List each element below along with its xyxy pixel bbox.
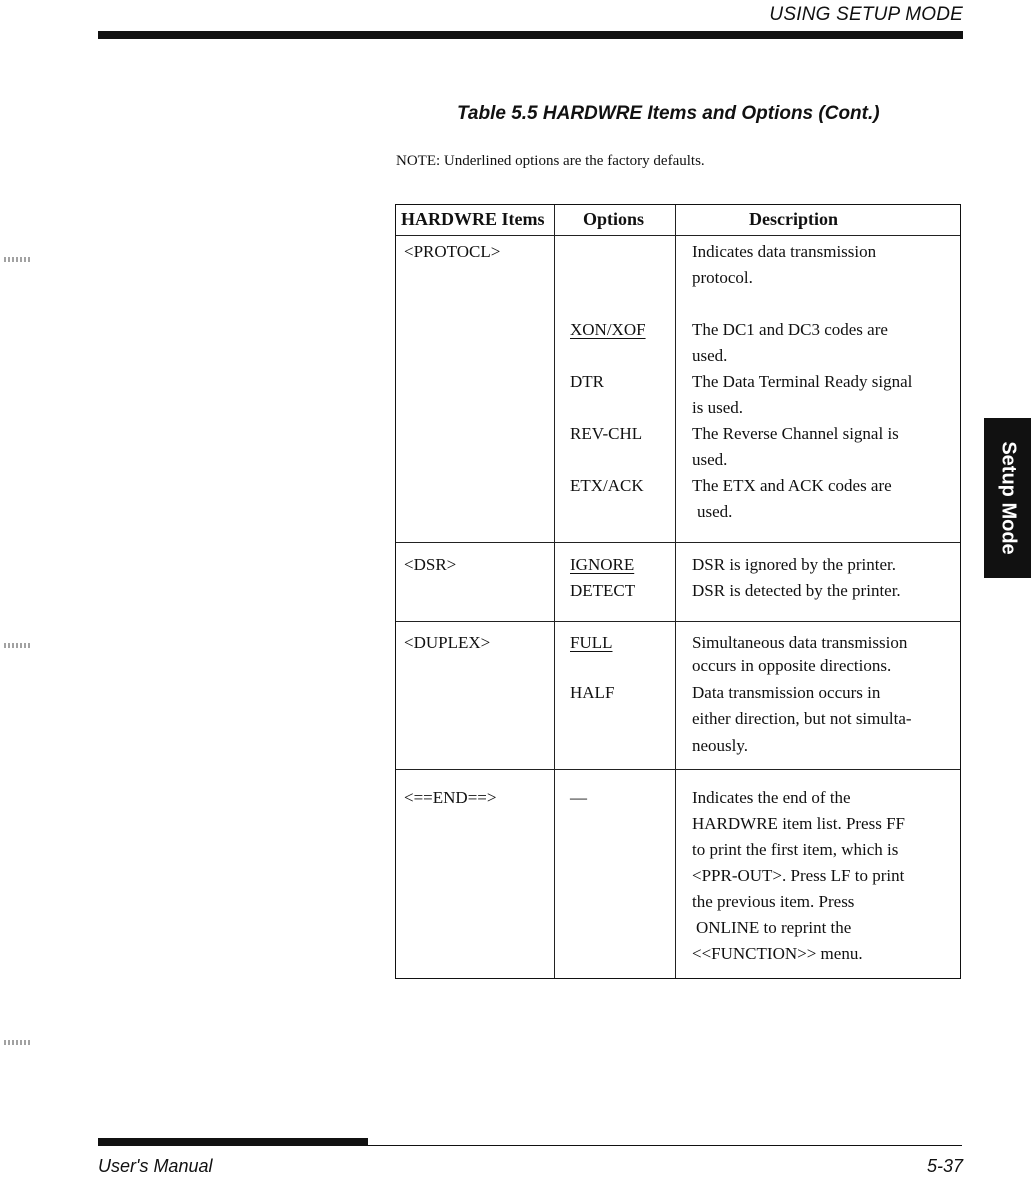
description-line: used. (692, 450, 728, 469)
description-line: protocol. (692, 268, 753, 287)
description-line: Indicates data transmission (692, 242, 877, 261)
column-divider (675, 205, 676, 978)
description-line: used. (692, 346, 728, 365)
description-line: The ETX and ACK codes are (692, 476, 892, 495)
description-line: DSR is ignored by the printer. (692, 555, 896, 574)
description-line: used. (697, 502, 733, 521)
footer-rule-thick (98, 1138, 368, 1146)
option-ignore: IGNORE (570, 555, 635, 574)
row-divider (396, 542, 960, 543)
item-end: <==END==> (404, 788, 497, 807)
description-line: neously. (692, 736, 749, 755)
item-protocl: <PROTOCL> (404, 242, 501, 261)
table-caption: Table 5.5 HARDWRE Items and Options (Cont.) (457, 103, 880, 124)
column-header-description: Description (749, 209, 838, 229)
description-line: ONLINE to reprint the (696, 918, 852, 937)
description-line: The Data Terminal Ready signal (692, 372, 913, 391)
option-dash: — (570, 788, 587, 807)
option-half: HALF (570, 683, 615, 702)
page-number: 5-37 (926, 1156, 963, 1176)
hardwre-table (395, 204, 961, 979)
option-full: FULL (570, 633, 613, 652)
scan-mark (4, 643, 30, 648)
section-side-tab (984, 418, 1031, 578)
column-header-options: Options (583, 209, 645, 229)
description-line: The Reverse Channel signal is (692, 424, 899, 443)
description-line: HARDWRE item list. Press FF (692, 814, 905, 833)
header-rule (98, 31, 963, 39)
header-divider (396, 235, 960, 236)
option-detect: DETECT (570, 581, 636, 600)
column-divider (554, 205, 555, 978)
description-line: the previous item. Press (692, 892, 855, 911)
description-line: <<FUNCTION>> menu. (692, 944, 863, 963)
scan-mark (4, 257, 30, 262)
header-title: USING SETUP MODE (769, 4, 963, 25)
description-line: is used. (692, 398, 743, 417)
note-text: NOTE: Underlined options are the factory defaults. (396, 153, 705, 169)
description-line: Indicates the end of the (692, 788, 851, 807)
description-line: occurs in opposite directions. (692, 656, 892, 675)
description-line: either direction, but not simulta- (692, 709, 912, 728)
option-etx-ack: ETX/ACK (570, 476, 644, 495)
description-line: to print the first item, which is (692, 840, 899, 859)
column-header-items: HARDWRE Items (401, 209, 545, 229)
footer-rule-thin (368, 1145, 962, 1146)
description-line: <PPR-OUT>. Press LF to print (692, 866, 905, 885)
description-line: DSR is detected by the printer. (692, 581, 901, 600)
item-dsr: <DSR> (404, 555, 457, 574)
row-divider (396, 621, 960, 622)
option-dtr: DTR (570, 372, 604, 391)
description-line: Data transmission occurs in (692, 683, 881, 702)
option-rev-chl: REV-CHL (570, 424, 643, 443)
option-xon-xof: XON/XOF (570, 320, 646, 339)
row-divider (396, 769, 960, 770)
item-duplex: <DUPLEX> (404, 633, 491, 652)
scan-mark (4, 1040, 30, 1045)
description-line: Simultaneous data transmission (692, 633, 908, 652)
side-tab-label: Setup Mode (997, 441, 1019, 555)
footer-manual-title: User's Manual (98, 1156, 213, 1176)
description-line: The DC1 and DC3 codes are (692, 320, 888, 339)
